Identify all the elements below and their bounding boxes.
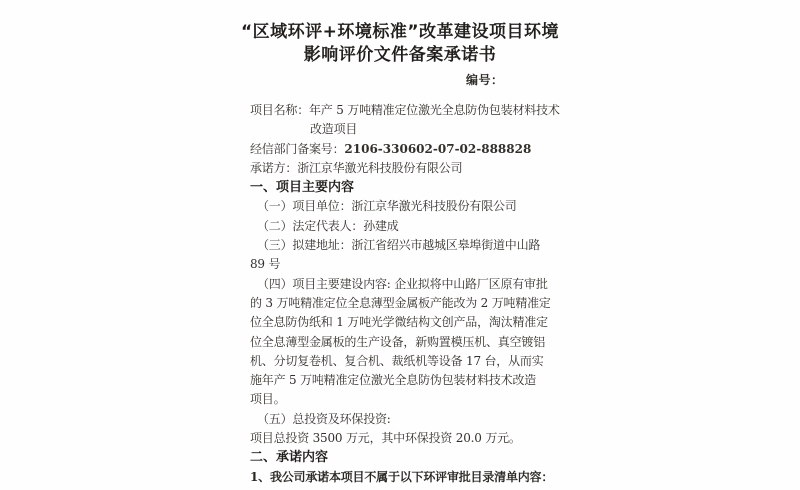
section-2-heading: 二、承诺内容 [250, 450, 329, 466]
record-number-label: 经信部门备案号： [250, 141, 345, 156]
document-title [225, 21, 575, 67]
item-4-content-line-2: 的 3 万吨精准定位全息薄型金属板产能改为 2 万吨精准定 [250, 295, 551, 310]
field-record-number [250, 140, 560, 159]
document-number [466, 71, 504, 88]
record-number-value: 2106-330602-07-02-888828 [344, 141, 532, 156]
section-1-heading: 一、项目主要内容 [250, 180, 355, 196]
item-4-construction-content: （四）项目主要建设内容: 企业拟将中山路厂区原有审批 [257, 276, 548, 291]
item-3-address: （三）拟建地址：浙江省绍兴市越城区皋埠街道中山路 [257, 238, 541, 253]
field-project-name-continuation: 改造项目 [310, 122, 358, 137]
document-title-line-2: 影响评价文件备案承诺书 [303, 45, 497, 65]
item-4-content-line-4: 位全息薄型金属板的生产设备，新购置模压机、真空镀铝 [250, 334, 546, 349]
item-5-investment-heading: （五）总投资及环保投资: [257, 411, 391, 426]
document-body [250, 101, 560, 487]
item-3-address-continuation: 89 号 [250, 257, 281, 272]
item-5-investment-detail: 项目总投资 3500 万元，其中环保投资 20.0 万元。 [250, 431, 521, 446]
item-4-content-line-6: 施年产 5 万吨精准定位激光全息防伪包装材料技术改造 [250, 373, 537, 388]
field-promisor: 承诺方：浙江京华激光科技股份有限公司 [250, 160, 463, 175]
item-4-content-line-5: 机、分切复卷机、复合机、裁纸机等设备 17 台，从而实 [250, 353, 544, 368]
field-project-name: 项目名称：年产 5 万吨精准定位激光全息防伪包装材料技术 [250, 103, 560, 117]
document-title-line-1: “区域环评+环境标准”改革建设项目环境 [240, 22, 560, 42]
commitment-item-1: 1、我公司承诺本项目不属于以下环评审批目录清单内容： [250, 469, 554, 484]
item-1-project-unit: （一）项目单位：浙江京华激光科技股份有限公司 [257, 199, 517, 214]
number-label: 编号： [466, 73, 504, 87]
item-4-content-line-7: 项目。 [250, 392, 286, 407]
item-4-content-line-3: 位全息防伪纸和 1 万吨光学微结构文创产品，淘汰精准定 [250, 315, 548, 330]
item-2-legal-representative: （二）法定代表人：孙建成 [257, 218, 399, 233]
